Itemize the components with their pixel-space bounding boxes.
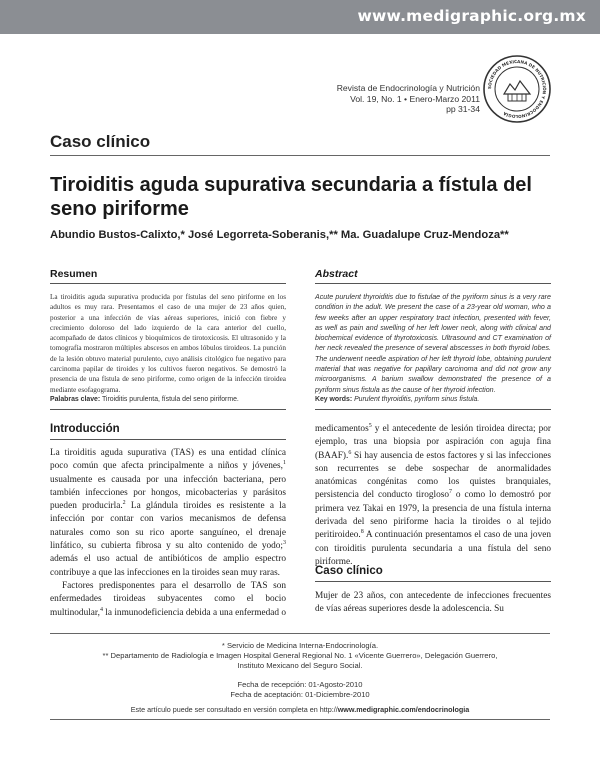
intro-paragraph: medicamentos$^5$ y el antecedente de lesión tiroidea directa; por ejemplo, tras una biopsia por aspiración con aguja fina (BAAF).$^6$ Si hay ausencia de estos factores y si las infecciones son recurrentes se debe sospechar de anormalidades anatómicas congénitas como los quistes branquiales, persistencia del conducto tirogloso$^7$ o como lo demostró por primera vez Takai en 1979, la presencia de una fístula interna derivada del seno piriforme hacia la tiroides o al tejido peritiroideo.$^8$ A continuación presentamos el caso de una joven con tiroiditis purulenta secundaria a una fístula del seno piriforme. <box>315 422 551 567</box>
availability-link[interactable]: www.medigraphic.com/endocrinologia <box>337 705 470 714</box>
divider <box>50 409 286 410</box>
journal-volume: Vol. 19, No. 1 • Enero-Marzo 2011 <box>350 93 480 104</box>
divider <box>50 719 550 720</box>
divider <box>315 581 551 582</box>
divider <box>50 155 550 156</box>
caso-text: Mujer de 23 años, con antecedente de infecciones frecuentes de vías aéreas superiores desde la adolescencia. Su <box>315 591 551 615</box>
article-authors: Abundio Bustos-Calixto,* José Legorreta-Soberanis,** Ma. Guadalupe Cruz-Mendoza** <box>50 229 509 241</box>
abstract-keywords <box>315 396 551 403</box>
intro-body-right <box>315 423 551 569</box>
abstract-heading: Abstract <box>315 268 358 280</box>
journal-name: Revista de Endocrinología y Nutrición <box>336 83 480 93</box>
divider <box>50 633 550 634</box>
abstract-text: Acute purulent thyroiditis due to fistulae of the pyriform sinus is a very rare condition in the adult. We present the case of a 23-year old woman, who a few weeks after an upper respiratory tract infection, presented with fever, as well as pain and swelling of her left lower neck, along with clinical and biochemical evidence of thyrotoxicosis. Ultrasound and CT examination of her neck revealed the presence of several abscesses in both thyroid lobes. The underwent needle aspiration of her left thyroid lobe, obtaining purulent material that was negative for papillary carcinoma and did not grow any microorganisms. A barium swallow demonstrated the presence of a pyriform sinus fistula as the cause of her thyroid infection. <box>315 293 551 394</box>
received-date: Fecha de recepción: 01-Agosto-2010 <box>237 680 363 689</box>
keywords-value: Purulent thyroiditis, pyriform sinus fistula. <box>354 396 480 403</box>
top-banner <box>0 0 600 34</box>
keywords-label: Palabras clave: <box>50 396 101 403</box>
affiliation-1: * Servicio de Medicina Interna-Endocrinología. <box>221 641 379 650</box>
accepted-date: Fecha de aceptación: 01-Diciembre-2010 <box>230 689 370 699</box>
svg-text:SOCIEDAD MEXICANA DE NUTRICIÓN <box>487 59 547 119</box>
article-dates <box>50 680 550 700</box>
affiliations <box>50 641 550 670</box>
divider <box>315 283 551 284</box>
affiliation-2: ** Departamento de Radiología e Imagen Hospital General Regional No. 1 «Vicente Guerrero», Delegación Guerrero, <box>102 650 498 660</box>
divider <box>50 439 286 440</box>
resumen-heading: Resumen <box>50 268 98 280</box>
seal-text: SOCIEDAD MEXICANA DE NUTRICIÓN Y ENDOCRINOLOGÍA <box>486 58 548 120</box>
availability-note <box>50 705 550 714</box>
caso-heading: Caso clínico <box>315 565 383 577</box>
divider <box>315 409 551 410</box>
keywords-value: Tiroiditis purulenta, fístula del seno piriforme. <box>101 396 239 403</box>
resumen-text: La tiroiditis aguda supurativa producida por fístulas del seno piriforme en los adultos es muy rara. Presentamos el caso de una mujer de 23 años quien, posterior a una infección de vías aéreas superiores, inició con fiebre y crecimiento doloroso del lado izquierdo de la cara anterior del cuello, acompañado de datos clínicos y bioquímicos de tirotoxicosis. El ultrasonido y la tomografía mostraron múltiples abscesos en ambos lóbulos tiroideos. La punción de la lesión obtuvo material purulento, cuyo análisis citológico fue negativo para carcinoma papilar de tiroides y los cultivos fueron negativos. Se demostró la presencia de una fístula de seno piriforme, como origen de la infección tiroidea mediante esofagograma. <box>50 293 286 394</box>
divider <box>50 283 286 284</box>
journal-info <box>337 83 480 115</box>
article-title: Tiroiditis aguda supurativa secundaria a fístula del seno piriforme <box>50 174 532 220</box>
resumen-keywords <box>50 396 286 403</box>
intro-body-left <box>50 447 286 620</box>
banner-url[interactable]: www.medigraphic.org.mx <box>357 7 586 25</box>
affiliation-3: Instituto Mexicano del Seguro Social. <box>237 660 363 670</box>
intro-heading: Introducción <box>50 423 120 435</box>
intro-paragraph: Factores predisponentes para el desarrollo de TAS son enfermedades tiroideas subyacentes como el bocio multinodular,$^4$ la inmunodeficiencia debida a una enfermedad o <box>50 580 286 618</box>
society-seal-icon <box>482 54 552 124</box>
section-label: Caso clínico <box>50 132 151 151</box>
journal-pages: pp 31-34 <box>446 104 480 115</box>
intro-paragraph: La tiroiditis aguda supurativa (TAS) es una entidad clínica poco común que afecta principalmente a niños y jóvenes,$^1$ usualmente es causada por una infección bacteriana, pero también infecciones por hongos, micobacterias y parásitos pueden producirla.$^2$ La glándula tiroides es resistente a la infección por contar con varios mecanismos de defensa naturales como son su rico aporte sanguíneo, el drenaje linfático, su cubierta fibrosa y su alto contenido de yodo;$^3$ además el uso actual de antibióticos de amplio espectro contribuye a que las infecciones en la tiroides sean muy raras. <box>50 448 286 578</box>
availability-text: Este artículo puede ser consultado en versión completa en http:// <box>130 705 338 714</box>
keywords-label: Key words: <box>315 396 353 403</box>
